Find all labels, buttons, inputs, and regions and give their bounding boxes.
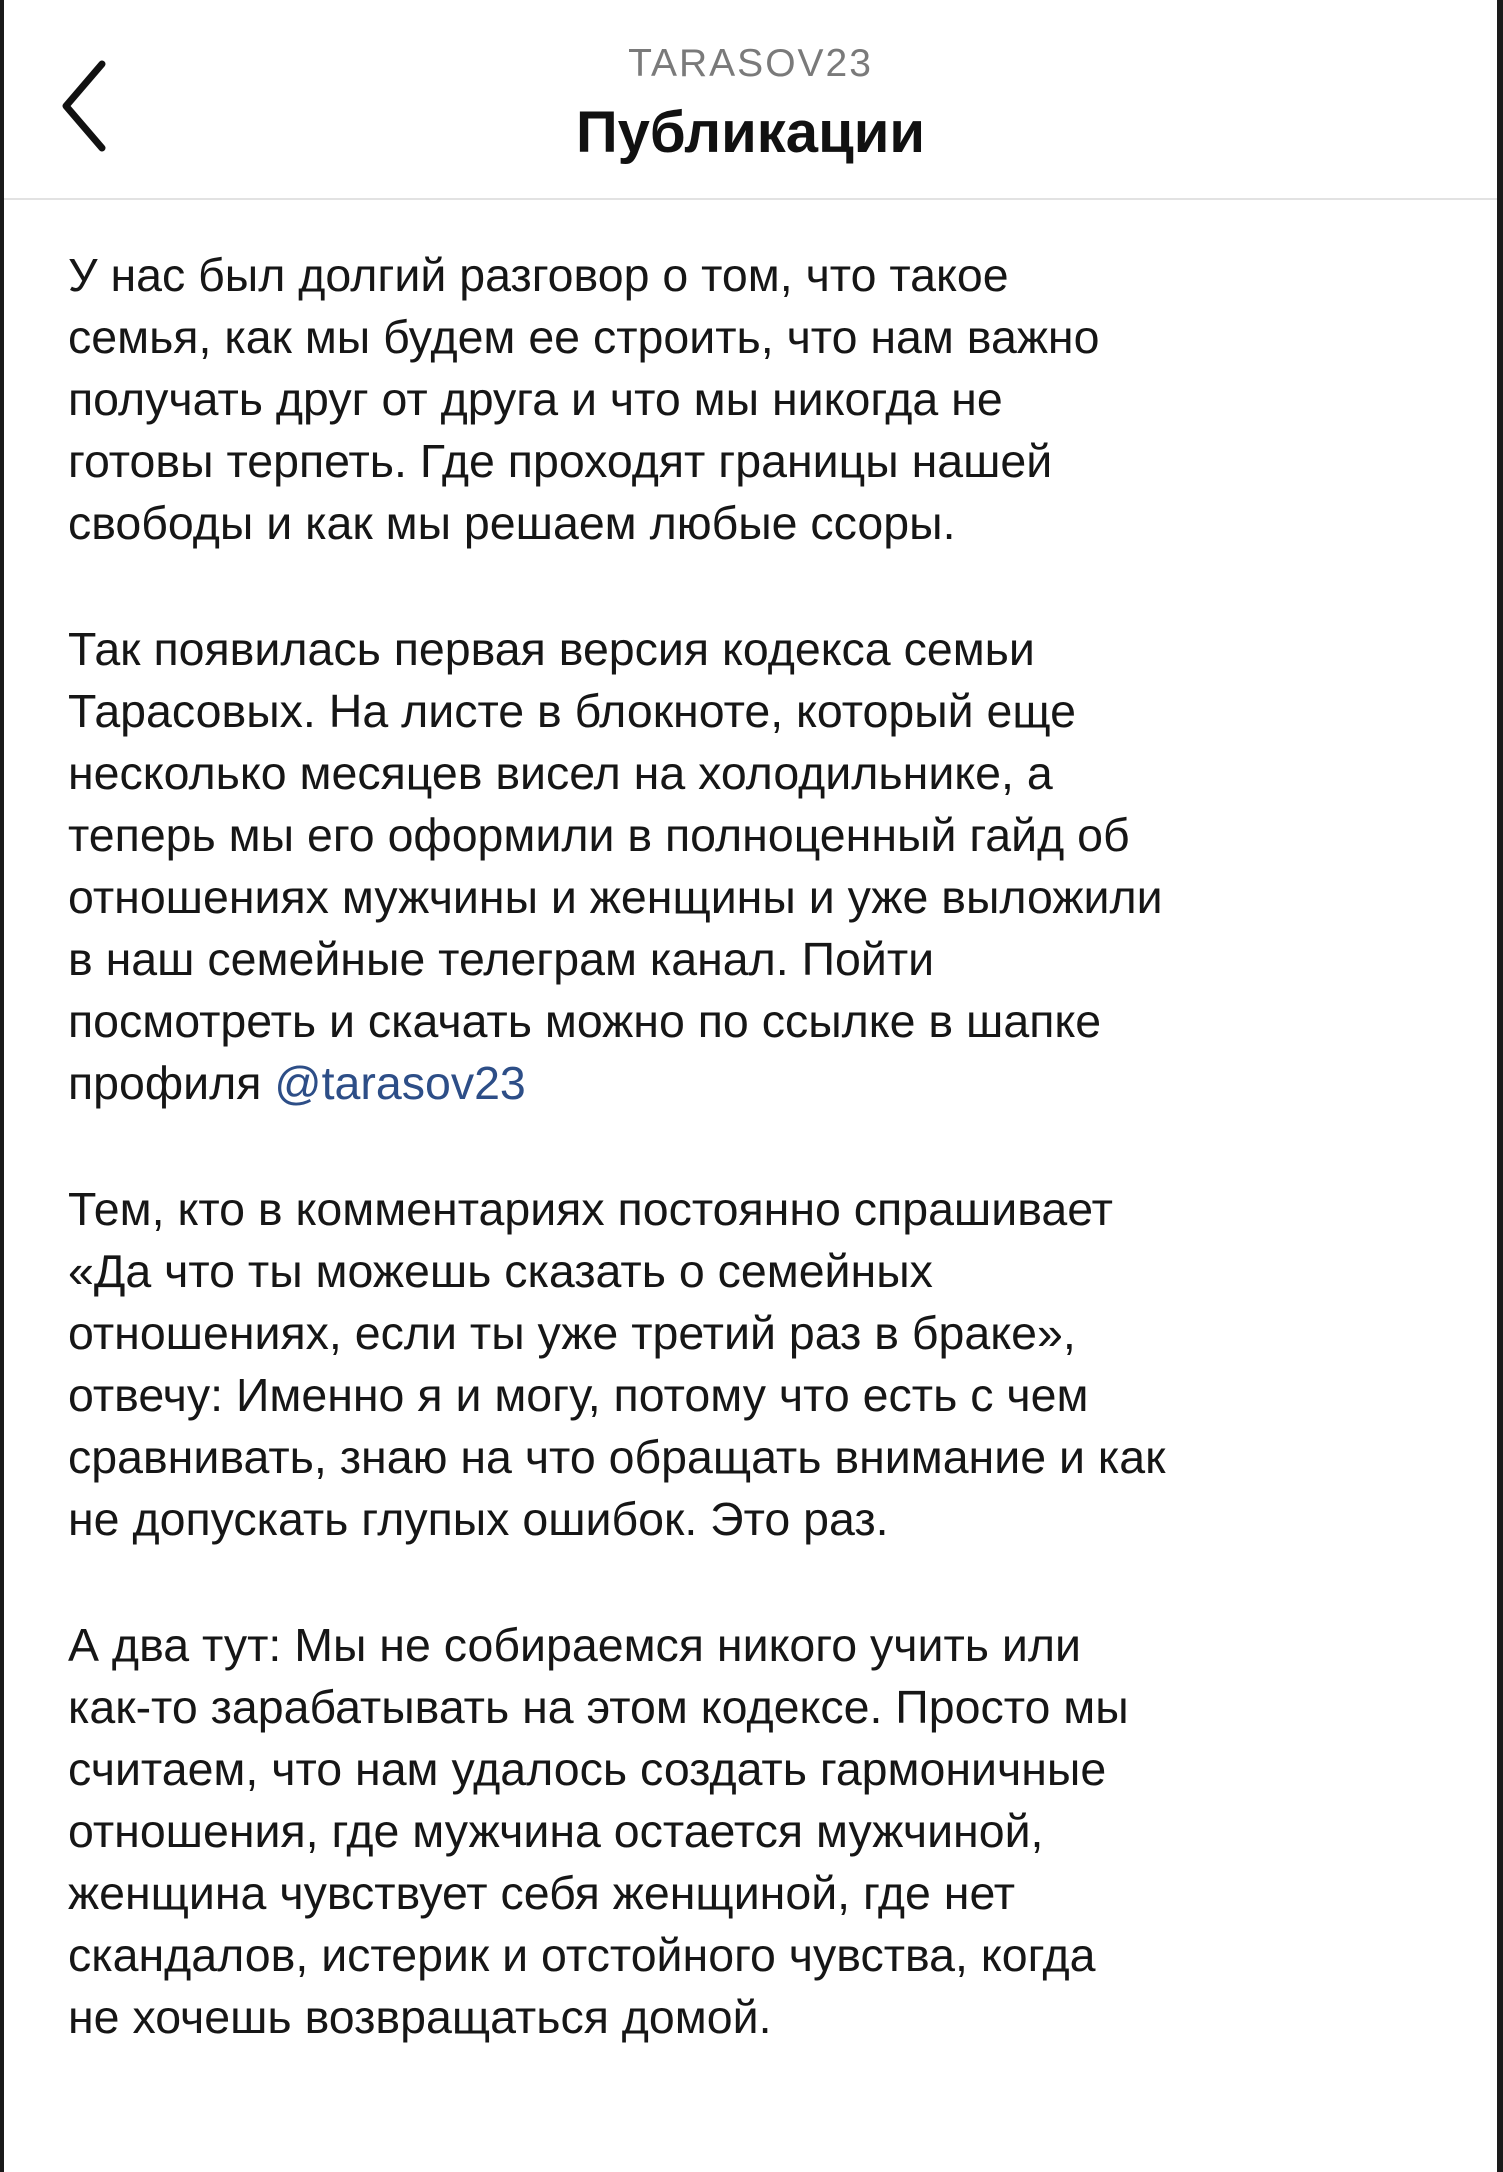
screen-edge-right [1497,0,1503,2172]
post-caption [68,244,1458,2112]
caption-text: Так появилась первая версия кодекса семьи Тарасовых. На листе в блокноте, который еще несколько месяцев висел на холодильнике, а теперь мы его оформили в полноценный гайд об отношениях мужчины и женщины и уже выложили в наш семейные телеграм канал. Пойти посмотреть и скачать можно по ссылке в шапке профиля [68,623,1163,1109]
profile-mention-link[interactable]: @tarasov23 [274,1057,526,1109]
caption-text: А два тут: Мы не собираемся никого учить или как-то зарабатывать на этом кодексе. Просто мы считаем, что нам удалось создать гармоничные отношения, где мужчина остается мужчиной, женщина чувствует себя женщиной, где нет скандалов, истерик и отстойного чувства, когда не хочешь возвращаться домой. [68,1619,1129,2043]
caption-paragraph [68,244,1458,554]
screen-edge-left [0,0,4,2172]
header-username: TARASOV23 [628,42,873,85]
caption-text: Тем, кто в комментариях постоянно спрашивает «Да что ты можешь сказать о семейных отношениях, если ты уже третий раз в браке», отвечу: Именно я и могу, потому что есть с чем сравнивать, знаю на что обращать внимание и как не допускать глупых ошибок. Это раз. [68,1183,1166,1545]
navigation-header [4,0,1497,200]
caption-text: У нас был долгий разговор о том, что такое семья, как мы будем ее строить, что нам важно получать друг от друга и что мы никогда не готовы терпеть. Где проходят границы нашей свободы и как мы решаем любые ссоры. [68,249,1100,549]
page-title: Публикации [575,100,926,165]
caption-paragraph [68,1178,1458,1550]
caption-paragraph [68,618,1458,1114]
caption-paragraph [68,1614,1458,2048]
